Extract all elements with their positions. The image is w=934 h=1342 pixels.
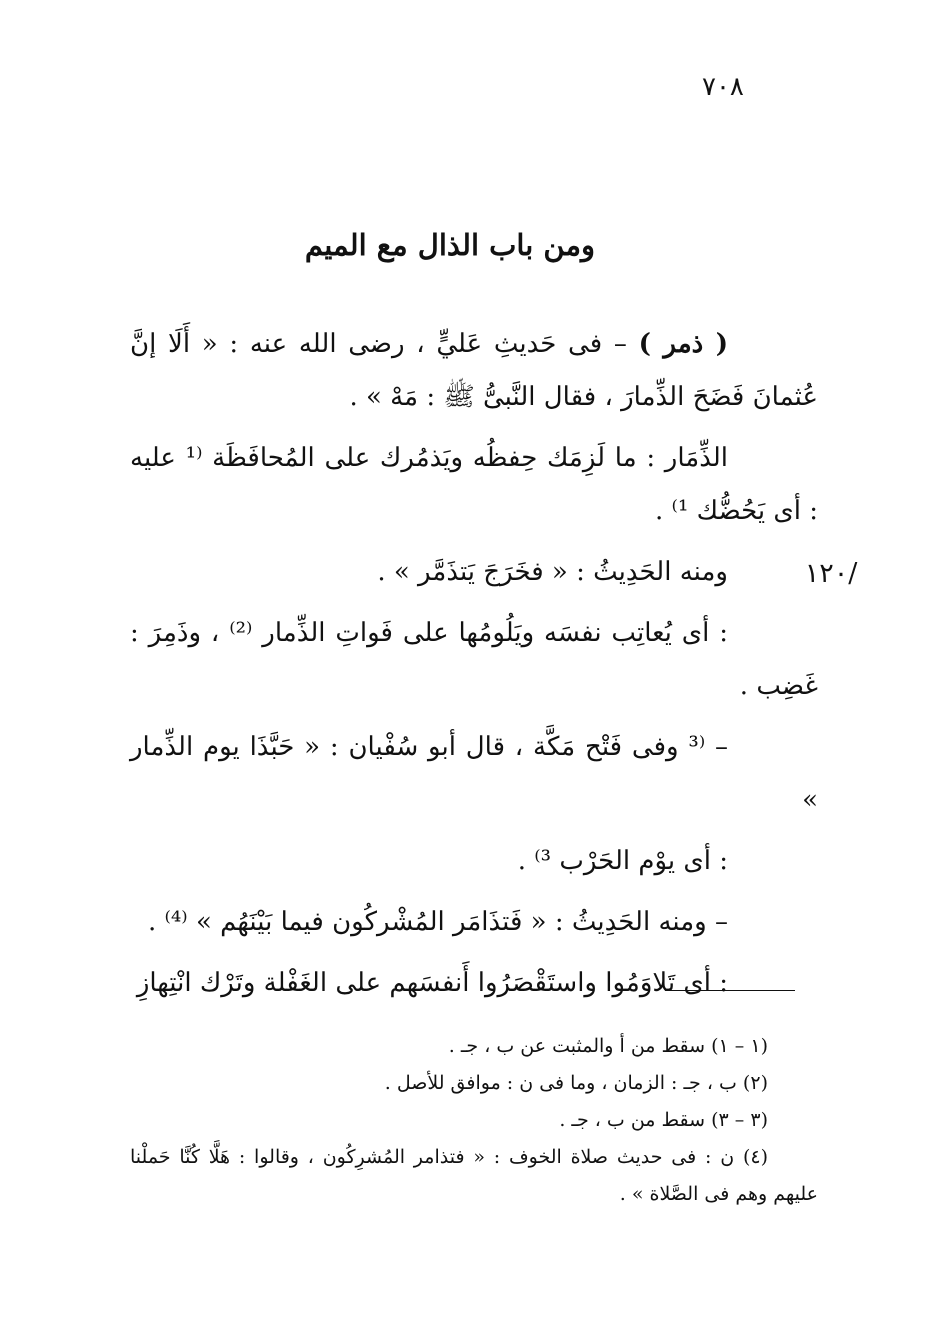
paragraph-explanation-1: : أى يُعاتِب نفسَه ويَلُومُها على فَواتِ الذِّمار ⁽²⁾ ، وذَمِرَ : غَضِب . (130, 618, 818, 701)
paragraph-fath-makka: – ⁽³ وفى فَتْح مَكَّة ، قال أبو سُفْيان : « حَبَّذَا يوم الذِّمار » (130, 732, 818, 815)
entry-headword: ( ذمر ) (638, 329, 728, 359)
margin-page-marker: ١٢٠/ (804, 558, 858, 589)
paragraph-entry-dhamr (130, 318, 818, 424)
paragraph-hadith-1: ومنه الحَدِيثُ : « فخَرَجَ يَتذَمَّر » . (377, 557, 728, 587)
footnote-1: (١ – ١) سقط من أ والمثبت عن ب ، جـ . (448, 1035, 768, 1057)
paragraph-explanation-3: : أى تَلاوَمُوا واستَقْصَرُوا أَنفسَهم على الغَفْلة وتَرْك انْتِهازِ (136, 968, 728, 998)
page-number: ٧٠٨ (702, 72, 744, 102)
paragraph-hadith-2: – ومنه الحَدِيثُ : « فَتذَامَر المُشْركُون فيما بَيْنَهُم » ⁽⁴⁾ . (147, 907, 728, 937)
chapter-title: ومن باب الذال مع الميم (304, 228, 596, 262)
footnote-3: (٣ – ٣) سقط من ب ، جـ . (559, 1109, 768, 1131)
footnote-divider (665, 990, 795, 991)
footnote-2: (٢) ب ، جـ : الزمان ، وما فى ن : موافق للأصل . (384, 1072, 768, 1094)
paragraph-text: – فى حَديثِ عَليٍّ ، رضى الله عنه : « أَلَا إنَّ عُثمانَ فَضَحَ الذِّمارَ ، فقال النَّبىُّ ﷺ : مَهْ » . (130, 329, 818, 412)
body-text (130, 318, 818, 1018)
footnote-4: (٤) ن : فى حديث صلاة الخوف : « فتذامر المُشرِكُون ، وقالوا : هَلَّا كُنَّا حَملْنا عليهم وهم فى الصَّلاة » . (130, 1146, 818, 1205)
footnotes (130, 1028, 818, 1213)
paragraph-definition: الذِّمَار : ما لَزِمَك حِفظُه ويَذمُرك على المُحافَظَة ⁽¹ عليه : أى يَحُضُّك ¹⁾ . (130, 443, 818, 526)
paragraph-explanation-2: : أى يوْم الحَرْب ³⁾ . (517, 846, 728, 876)
